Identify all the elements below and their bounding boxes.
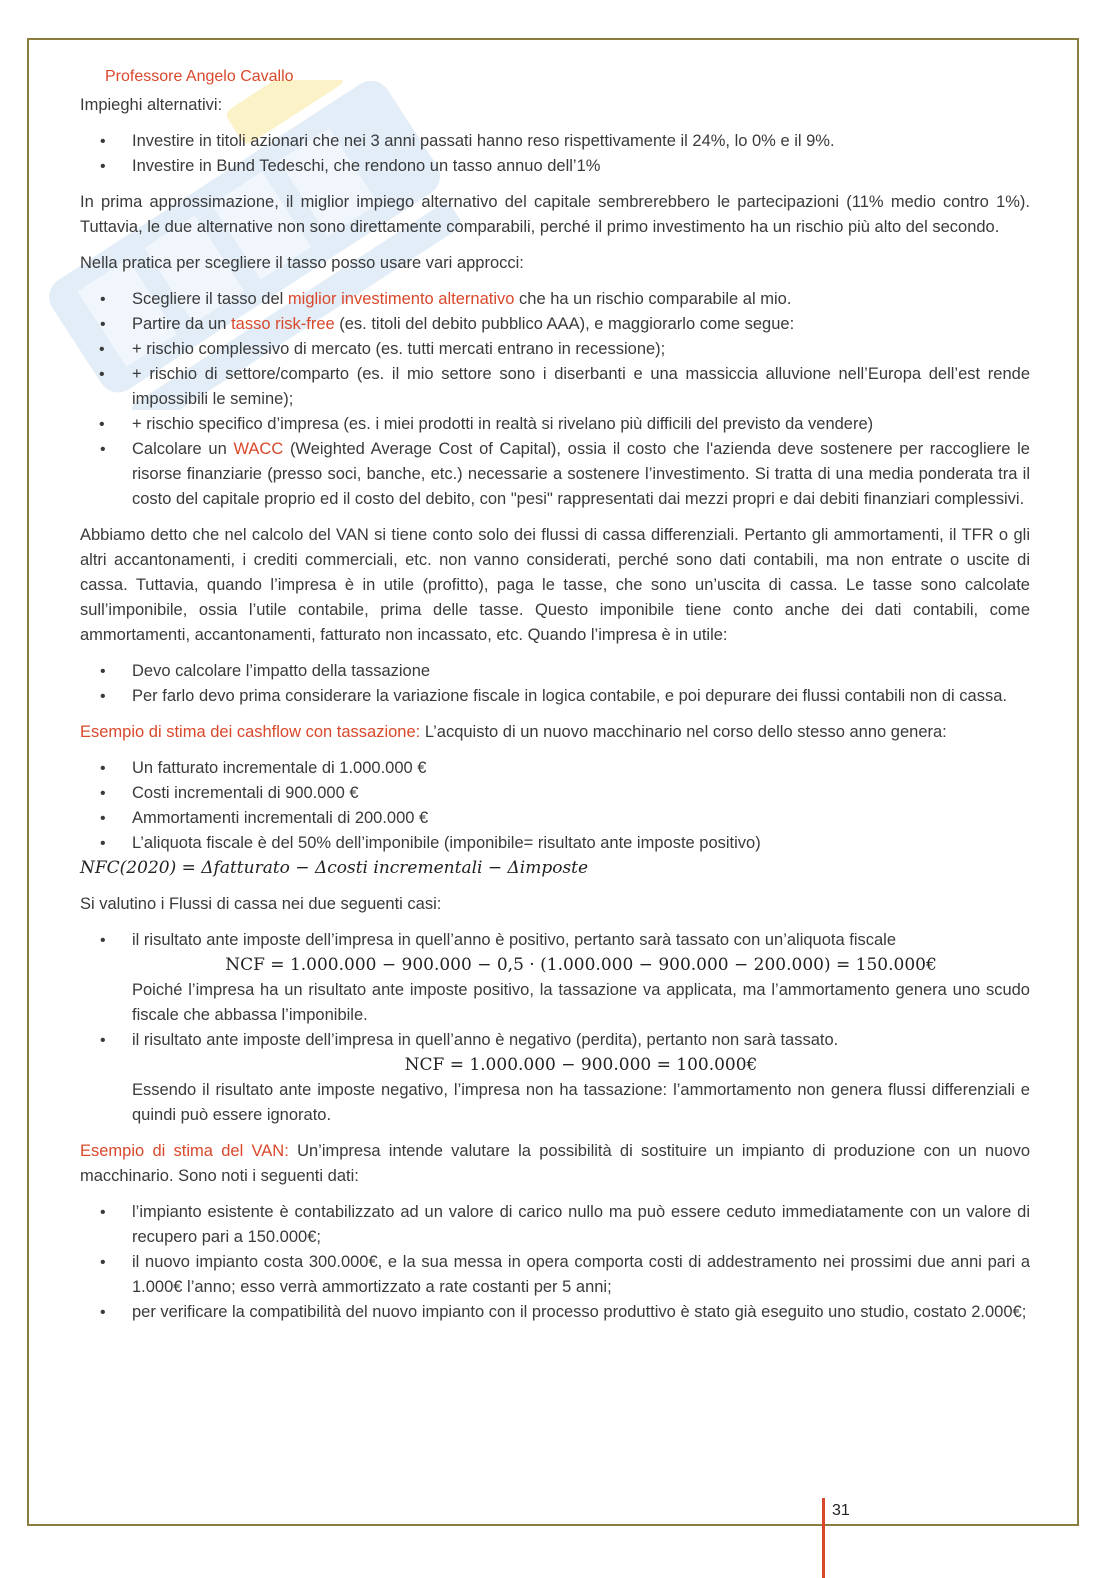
sublist-item: • + rischio specifico d’impresa (es. i miei prodotti in realtà si rivelano più difficili del previsto da vendere): [66, 412, 1030, 437]
example-label: Esempio di stima del VAN:: [80, 1142, 289, 1160]
list-item: • Partire da un tasso risk-free (es. titoli del debito pubblico AAA), e maggiorarlo come segue: • + rischio complessivo di mercato (es. tutti mercati entrano in recessione); • + rischio di settore/comparto (es. il mio settore sono i diserbanti e una massiccia alluvione nell’Europa dell’est rende impossibili le semine); • + rischio specifico d’impresa (es. i miei prodotti in realtà si rivelano più difficili del previsto da vendere): [80, 312, 1030, 437]
list-item: • Ammortamenti incrementali di 200.000 €: [80, 806, 1030, 831]
list-item: • Costi incrementali di 900.000 €: [80, 781, 1030, 806]
list-item: • il nuovo impianto costa 300.000€, e la sua messa in opera comporta costi di addestramento nei prossimi due anni pari a 1.000€ l’anno; esso verrà ammortizzato a rate costanti per 5 anni;: [80, 1250, 1030, 1300]
example-label: Esempio di stima dei cashflow con tassazione:: [80, 723, 421, 741]
van-data-list: [80, 1200, 1030, 1325]
case-text: • il risultato ante imposte dell’impresa in quell’anno è negativo (perdita), pertanto non sarà tassato.: [132, 1031, 839, 1049]
utile-list: [80, 659, 1030, 709]
page-content: [80, 66, 1030, 1336]
paragraph: Abbiamo detto che nel calcolo del VAN si tiene conto solo dei flussi di cassa differenziali. Pertanto gli ammortamenti, il TFR o gli altri accantonamenti, i crediti commerciali, etc. non vanno considerati, perché sono dati contabili, ma non entrate o uscite di cassa. Tuttavia, quando l’impresa è in utile (profitto), paga le tasse, che sono un’uscita di cassa. Le tasse sono calcolate sull’imponibile, ossia l’utile contabile, prima delle tasse. Questo imponibile tiene conto anche dei dati contabili, come ammortamenti, accantonamenti, fatturato non incassato, etc. Quando l’impresa è in utile:: [80, 526, 1030, 644]
highlight-term: WACC: [233, 440, 284, 458]
list-item: • Un fatturato incrementale di 1.000.000 €: [80, 756, 1030, 781]
paragraph: Nella pratica per scegliere il tasso posso usare vari approcci:: [80, 254, 524, 272]
example-van: Esempio di stima del VAN: Un’impresa intende valutare la possibilità di sostituire un impianto di produzione con un nuovo macchinario. Sono noti i seguenti dati:: [80, 1142, 1030, 1185]
list-item: • Calcolare un WACC (Weighted Average Cost of Capital), ossia il costo che l'azienda deve sostenere per raccogliere le risorse finanziarie (presso soci, banche, etc.) necessarie a sostenere l’investimento. Si tratta di una media ponderata tra il costo del capitale proprio ed il costo del debito, con "pesi" rappresentati dai mezzi propri e dai debiti finanziari complessivi.: [80, 437, 1030, 512]
risk-sublist: [132, 337, 1030, 437]
alternatives-list: [80, 129, 1030, 179]
page-number: 31: [832, 1502, 850, 1519]
case-note: Poiché l’impresa ha un risultato ante imposte positivo, la tassazione va applicata, ma l’ammortamento genera uno scudo fiscale che abbassa l’imponibile.: [132, 981, 1030, 1024]
approaches-list: [80, 287, 1030, 512]
case-text: • il risultato ante imposte dell’impresa in quell’anno è positivo, pertanto sarà tassato con un’aliquota fiscale: [132, 931, 897, 949]
case-equation: NCF = 1.000.000 − 900.000 = 100.000€: [404, 1055, 758, 1075]
highlight-term: miglior investimento alternativo: [287, 290, 515, 308]
nfc-formula: NFC(2020) = Δfatturato − Δcosti incrementali − Δimposte: [80, 858, 589, 878]
list-item: • Scegliere il tasso del miglior investimento alternativo che ha un rischio comparabile al mio.: [80, 287, 1030, 312]
list-item: • Investire in Bund Tedeschi, che rendono un tasso annuo dell’1%: [80, 154, 1030, 179]
list-item: • Per farlo devo prima considerare la variazione fiscale in logica contabile, e poi depurare dei flussi contabili non di cassa.: [80, 684, 1030, 709]
list-item: • l’impianto esistente è contabilizzato ad un valore di carico nullo ma può essere ceduto immediatamente con un valore di recupero pari a 150.000€;: [80, 1200, 1030, 1250]
cases-list: [80, 928, 1030, 1128]
example-data-list: [80, 756, 1030, 856]
sublist-item: • + rischio di settore/comparto (es. il mio settore sono i diserbanti e una massiccia alluvione nell’Europa dell’est rende impossibili le semine);: [66, 362, 1030, 412]
highlight-term: tasso risk-free: [231, 315, 335, 333]
footer-divider: [822, 1498, 825, 1578]
list-item: • L’aliquota fiscale è del 50% dell’imponibile (imponibile= risultato ante imposte positivo): [80, 831, 1030, 856]
paragraph: Si valutino i Flussi di cassa nei due seguenti casi:: [80, 895, 442, 913]
list-item: • Devo calcolare l’impatto della tassazione: [80, 659, 1030, 684]
list-item: • per verificare la compatibilità del nuovo impianto con il processo produttivo è stato già eseguito uno studio, costato 2.000€;: [80, 1300, 1030, 1325]
list-item: [80, 928, 1030, 1028]
example-cashflow: Esempio di stima dei cashflow con tassazione: L’acquisto di un nuovo macchinario nel corso dello stesso anno genera:: [80, 723, 947, 741]
case-note: Essendo il risultato ante imposte negativo, l’impresa non ha tassazione: l’ammortamento non genera flussi differenziali e quindi può essere ignorato.: [132, 1081, 1030, 1124]
case-equation: NCF = 1.000.000 − 900.000 − 0,5 · (1.000.000 − 900.000 − 200.000) = 150.000€: [225, 955, 937, 975]
list-item: • Investire in titoli azionari che nei 3 anni passati hanno reso rispettivamente il 24%, lo 0% e il 9%.: [80, 129, 1030, 154]
paragraph: In prima approssimazione, il miglior impiego alternativo del capitale sembrerebbero le partecipazioni (11% medio contro 1%). Tuttavia, le due alternative non sono direttamente comparabili, perché il primo investimento ha un rischio più alto del secondo.: [80, 193, 1030, 236]
author-header: Professore Angelo Cavallo: [105, 68, 294, 85]
sublist-item: • + rischio complessivo di mercato (es. tutti mercati entrano in recessione);: [66, 337, 1030, 362]
section-intro: Impieghi alternativi:: [80, 96, 223, 114]
list-item: [80, 1028, 1030, 1128]
